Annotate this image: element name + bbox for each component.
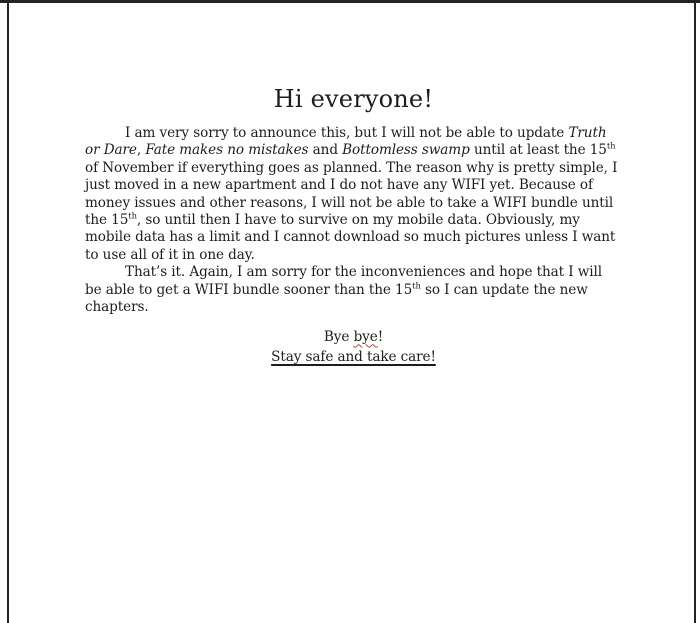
text-run-sup: th — [412, 280, 421, 291]
text-run: and — [308, 142, 343, 159]
document-title: Hi everyone! — [273, 85, 434, 113]
text-run-italic: Fate makes no mistakes — [145, 142, 309, 159]
page-border-right — [694, 2, 696, 623]
text-run-sup: th — [128, 210, 137, 221]
text-run: so I can update the new chapters. — [85, 281, 588, 316]
text-run: until at least the 15 — [469, 142, 607, 159]
text-run: , — [136, 142, 146, 159]
closing-line-stay-safe — [85, 348, 622, 368]
text-run: , so until then I have to survive on my mobile data. Obviously, my mobile data has a limit and I cannot download so much pictures unless I want to use all of it in one day. — [85, 212, 616, 263]
text-run: That’s it. Again, I am sorry for the inconveniences and hope that I will be able to get a WIFI bundle sooner than the 15 — [85, 264, 603, 298]
text-run-italic: Truth or Dare — [85, 125, 607, 159]
text-run-italic: Bottomless swamp — [342, 142, 470, 159]
apology-paragraph — [85, 264, 622, 316]
page-border-left — [7, 2, 9, 623]
text-run-underline: Stay safe and take care! — [271, 348, 436, 365]
text-run: I am very sorry to announce this, but I will not be able to update — [125, 125, 569, 141]
text-run-sup: th — [606, 140, 616, 151]
text-run: of November if everything goes as planned. The reason why is pretty simple, I just moved in a new apartment and I do not have any WIFI yet. Because of money issues and other reasons, I will not be able to take a WIFI bundle until the 15 — [85, 159, 618, 229]
text-run-spellcheck: bye — [353, 329, 378, 346]
document-content — [85, 0, 622, 367]
closing-line-bye — [85, 328, 622, 348]
text-run: ! — [377, 329, 384, 346]
announcement-paragraph — [85, 125, 622, 264]
text-run: Bye — [323, 329, 354, 346]
